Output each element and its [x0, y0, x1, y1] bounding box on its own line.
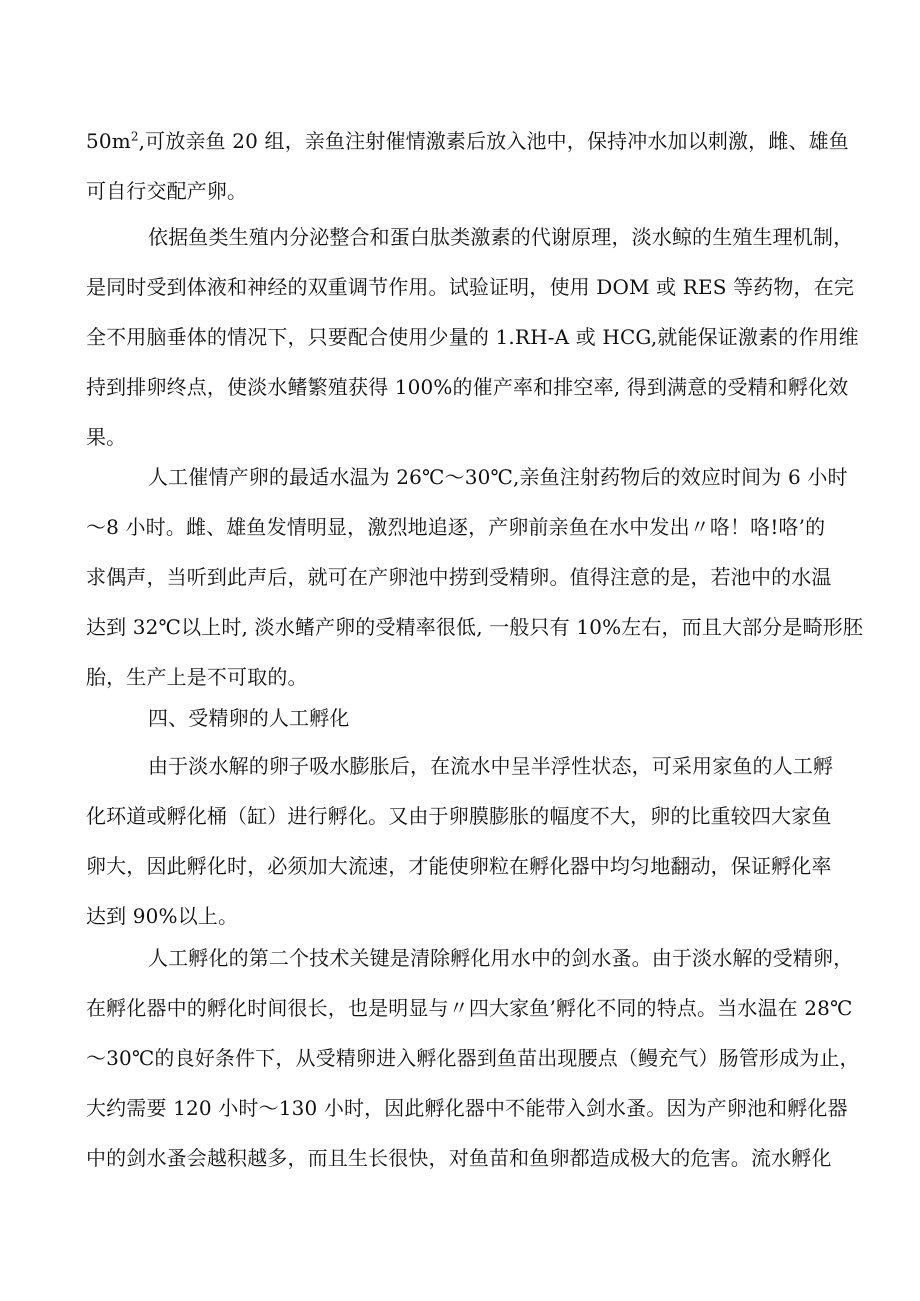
area-value: 50m — [86, 129, 131, 153]
paragraph-2-line-1: 依据鱼类生殖内分泌整合和蛋白肽类激素的代谢原理，淡水鲸的生殖生理机制， — [148, 225, 854, 249]
paragraph-3-line-3: 求偶声，当听到此声后，就可在产卵池中捞到受精卵。值得注意的是，若池中的水温 — [86, 565, 832, 589]
section-heading-paragraph — [86, 693, 838, 743]
paragraph-5-line-2: 在孵化器中的孵化时间很长，也是明显与〃四大家鱼’孵化不同的特点。当水温在 28℃ — [86, 996, 853, 1020]
paragraph-3-line-5: 胎，生产上是不可取的。 — [86, 665, 308, 689]
paragraph-4-line-3: 卵大，因此孵化时，必须加大流速，才能使卵粒在孵化器中均匀地翻动，保证孵化率 — [86, 854, 832, 878]
area-superscript: 2 — [130, 129, 139, 144]
paragraph-2 — [86, 212, 859, 462]
paragraph-4-line-1: 由于淡水解的卵子吸水膨胀后，在流水中呈半浮性状态，可采用家鱼的人工孵 — [148, 754, 834, 778]
paragraph-5-line-1: 人工孵化的第二个技术关键是清除孵化用水中的剑水蚤。由于淡水解的受精卵， — [148, 946, 854, 970]
paragraph-5-line-5: 中的剑水蚤会越积越多，而且生长很快，对鱼苗和鱼卵都造成极大的危害。流水孵化 — [86, 1146, 832, 1170]
paragraph-1-line-1 — [86, 116, 849, 166]
paragraph-5 — [86, 933, 860, 1183]
paragraph-1 — [86, 116, 849, 216]
paragraph-1-line-1-rest: ,可放亲鱼 20 组，亲鱼注射催情激素后放入池中，保持冲水加以刺激，雌、雄鱼 — [138, 129, 849, 153]
paragraph-2-line-4: 持到排卵终点，使淡水鳍繁殖获得 100%的催产率和排空率, 得到满意的受精和孵化效 — [86, 375, 849, 399]
paragraph-5-line-3: ～30℃的良好条件下，从受精卵进入孵化器到鱼苗出现腰点（鳗充气）肠管形成为止， — [86, 1046, 860, 1070]
paragraph-4-line-4: 达到 90%以上。 — [86, 904, 239, 928]
paragraph-4 — [86, 741, 838, 941]
paragraph-2-line-2: 是同时受到体液和神经的双重调节作用。试验证明，使用 DOM 或 RES 等药物，在完 — [86, 275, 854, 299]
paragraph-1-line-2: 可自行交配产卵。 — [86, 179, 248, 203]
section-heading: 四、受精卵的人工孵化 — [148, 706, 350, 730]
paragraph-3 — [86, 452, 864, 702]
paragraph-3-line-2: ～8 小时。雌、雄鱼发情明显，激烈地追逐，产卵前亲鱼在水中发出〃咯！咯!咯’的 — [86, 515, 826, 539]
paragraph-2-line-5: 果。 — [86, 425, 127, 449]
paragraph-3-line-4: 达到 32℃以上时, 淡水鳍产卵的受精率很低, 一般只有 10%左右，而且大部分是畸形胚 — [86, 615, 864, 639]
paragraph-4-line-2: 化环道或孵化桶（缸）进行孵化。又由于卵膜膨胀的幅度不大，卵的比重较四大家鱼 — [86, 804, 832, 828]
paragraph-2-line-3: 全不用脑垂体的情况下，只要配合使用少量的 1.RH-A 或 HCG,就能保证激素的作用维 — [86, 325, 859, 349]
paragraph-5-line-4: 大约需要 120 小时～130 小时，因此孵化器中不能带入剑水蚤。因为产卵池和孵化器 — [86, 1096, 848, 1120]
paragraph-3-line-1: 人工催情产卵的最适水温为 26℃～30℃,亲鱼注射药物后的效应时间为 6 小时 — [148, 465, 848, 489]
